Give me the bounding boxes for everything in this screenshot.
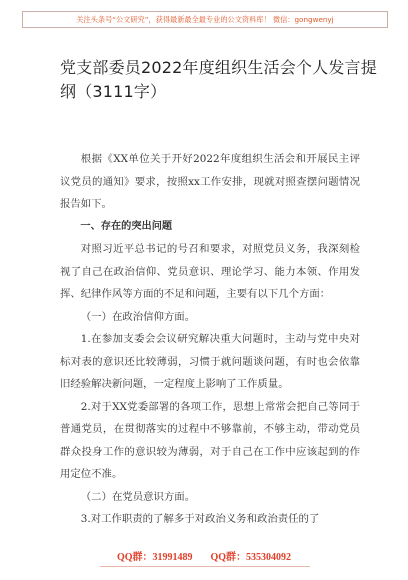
document-title: 党支部委员2022年度组织生活会个人发言提纲（3111字） xyxy=(60,58,377,101)
intro-paragraph: 根据《XX单位关于开好2022年度组织生活会和开展民主评议党员的通知》要求，按照xx工作安排，现就对照查摆问题情况报告如下。 xyxy=(60,153,360,210)
body-paragraph: 对照习近平总书记的号召和要求，对照党员义务，我深刻检视了自己在政治信仰、党员意识、理论学习、能力本领、作用发挥、纪律作风等方面的不足和问题，主要有以下几个方面： xyxy=(60,243,360,300)
body-paragraph: 2.对于XX党委部署的各项工作，思想上常常会把自己等同于普通党员，在贯彻落实的过程中不够靠前，不够主动，带动党员群众投身工作的意识较为薄弱，对于自己在工作中应该起到的作用定位不准。 xyxy=(60,400,360,480)
promo-banner-text: 关注头条号“公文研究”，获得最新最全最专业的公文资料库！ 微信：gongwenyj xyxy=(76,14,334,24)
document-body xyxy=(60,148,360,531)
body-paragraph: 3.对工作职责的了解多于对政治义务和政治责任的了 xyxy=(80,513,320,525)
footer-divider xyxy=(100,566,310,567)
subsection-heading: （一）在政治信仰方面。 xyxy=(80,310,196,323)
body-paragraph: 1.在参加支委会会议研究解决重大问题时，主动与党中央对标对表的意识还比较薄弱，习惯于就问题谈问题，有时也会依靠旧经验解决新问题，一定程度上影响了工作质量。 xyxy=(60,333,360,390)
footer xyxy=(0,548,408,568)
promo-banner xyxy=(22,11,388,28)
section-heading: 一、存在的突出问题 xyxy=(80,220,173,232)
footer-qq-group: QQ群：31991489 xyxy=(116,552,193,563)
subsection-heading: （二）在党员意识方面。 xyxy=(80,490,196,503)
footer-qq-group-2: QQ群：535304092 xyxy=(210,552,292,563)
